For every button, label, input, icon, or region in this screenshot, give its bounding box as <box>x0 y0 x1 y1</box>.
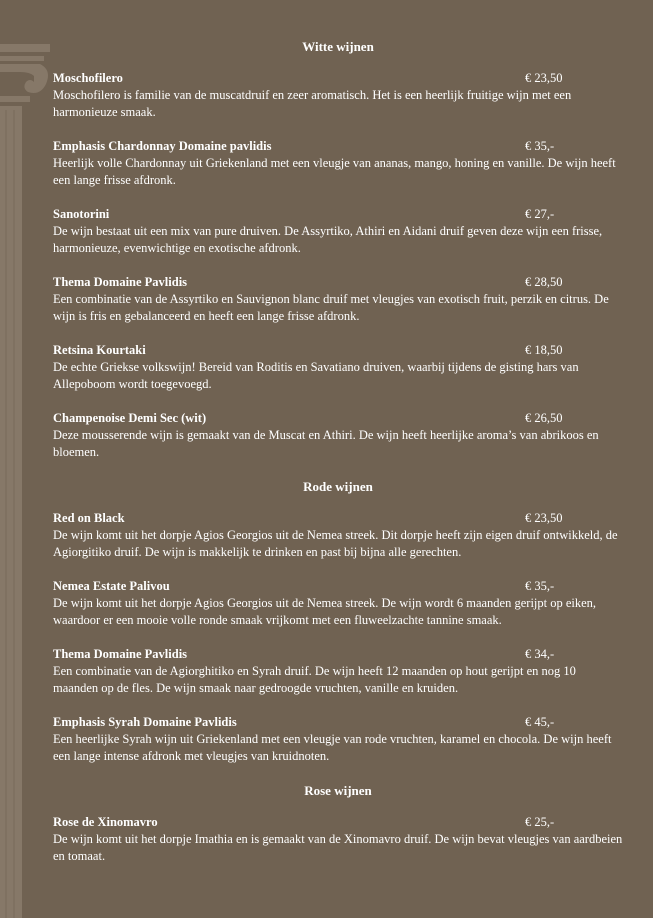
wine-description: Deze mousserende wijn is gemaakt van de Muscat en Athiri. De wijn heeft heerlijke aroma’s van abrikoos en bloemen. <box>53 428 599 459</box>
wine-item <box>53 342 623 393</box>
wine-name: Sanotorini <box>53 207 110 221</box>
wine-name: Thema Domaine Pavlidis <box>53 647 188 661</box>
wine-name: Champenoise Demi Sec (wit) <box>53 411 207 425</box>
section-title: Rode wijnen <box>303 479 373 494</box>
wine-price: € 25,- <box>525 815 555 829</box>
section-white-wines <box>53 38 623 461</box>
wine-item <box>53 274 623 325</box>
wine-description: Een combinatie van de Agiorghitiko en Syrah druif. De wijn heeft 12 maanden op hout gerijpt en nog 10 maanden op de fles. De wijn smaak naar gedroogde vruchten, vanille en kruiden. <box>53 664 576 695</box>
wine-description: Een combinatie van de Assyrtiko en Sauvignon blanc druif met vleugjes van exotisch fruit, perzik en citrus. De wijn is fris en gebalanceerd en heeft een lange frisse afdronk. <box>53 292 609 323</box>
section-title: Rose wijnen <box>304 783 372 798</box>
wine-description: De wijn komt uit het dorpje Agios Georgios uit de Nemea streek. Dit dorpje heeft zijn eigen druif ontwikkeld, de Agiorgitiko druif. De wijn is makkelijk te drinken en past bij bijna alle gerechten. <box>53 528 618 559</box>
wine-item <box>53 510 623 561</box>
section-red-wines <box>53 478 623 765</box>
wine-item <box>53 578 623 629</box>
wine-description: Een heerlijke Syrah wijn uit Griekenland met een vleugje van rode vruchten, karamel en chocola. De wijn heeft een lange intense afdronk met vleugjes van kruidnoten. <box>53 732 612 763</box>
wine-name: Emphasis Syrah Domaine Pavlidis <box>53 715 237 729</box>
wine-item <box>53 70 623 121</box>
wine-name: Retsina Kourtaki <box>53 343 146 357</box>
wine-price: € 26,50 <box>525 411 563 425</box>
wine-price: € 35,- <box>525 579 555 593</box>
wine-item <box>53 410 623 461</box>
wine-name: Red on Black <box>53 511 125 525</box>
wine-price: € 23,50 <box>525 511 563 525</box>
wine-item <box>53 206 623 257</box>
wine-name: Moschofilero <box>53 71 123 85</box>
wine-price: € 28,50 <box>525 275 563 289</box>
wine-price: € 27,- <box>525 207 555 221</box>
wine-name: Thema Domaine Pavlidis <box>53 275 188 289</box>
wine-description: De echte Griekse volkswijn! Bereid van Roditis en Savatiano druiven, waarbij tijdens de gisting hars van Allepoboom wordt toegevoegd. <box>53 360 579 391</box>
wine-price: € 34,- <box>525 647 555 661</box>
wine-item <box>53 814 623 865</box>
wine-item <box>53 646 623 697</box>
wine-description: De wijn komt uit het dorpje Agios Georgios uit de Nemea streek. De wijn wordt 6 maanden gerijpt op eiken, waardoor er een mooie volle ronde smaak vrijkomt met een fluweelzachte tannine smaak. <box>53 596 597 627</box>
section-rose-wines <box>53 782 623 865</box>
wine-price: € 23,50 <box>525 71 563 85</box>
wine-description: Heerlijk volle Chardonnay uit Griekenland met een vleugje van ananas, mango, honing en vanille. De wijn heeft een lange frisse afdronk. <box>53 156 616 187</box>
greek-column-decoration <box>0 0 60 918</box>
wine-description: De wijn komt uit het dorpje Imathia en is gemaakt van de Xinomavro druif. De wijn bevat vleugjes van aardbeien en tomaat. <box>53 832 623 863</box>
wine-description: Moschofilero is familie van de muscatdruif en zeer aromatisch. Het is een heerlijk fruitige wijn met een harmonieuze smaak. <box>53 88 572 119</box>
wine-item <box>53 138 623 189</box>
section-title: Witte wijnen <box>302 39 374 54</box>
wine-price: € 18,50 <box>525 343 563 357</box>
wine-menu <box>53 38 623 882</box>
wine-price: € 35,- <box>525 139 555 153</box>
wine-description: De wijn bestaat uit een mix van pure druiven. De Assyrtiko, Athiri en Aidani druif geven deze wijn een frisse, harmonieuze, evenwichtige en exotische afdronk. <box>53 224 603 255</box>
wine-item <box>53 714 623 765</box>
wine-name: Emphasis Chardonnay Domaine pavlidis <box>53 139 272 153</box>
wine-price: € 45,- <box>525 715 555 729</box>
wine-name: Nemea Estate Palivou <box>53 579 170 593</box>
wine-name: Rose de Xinomavro <box>53 815 158 829</box>
